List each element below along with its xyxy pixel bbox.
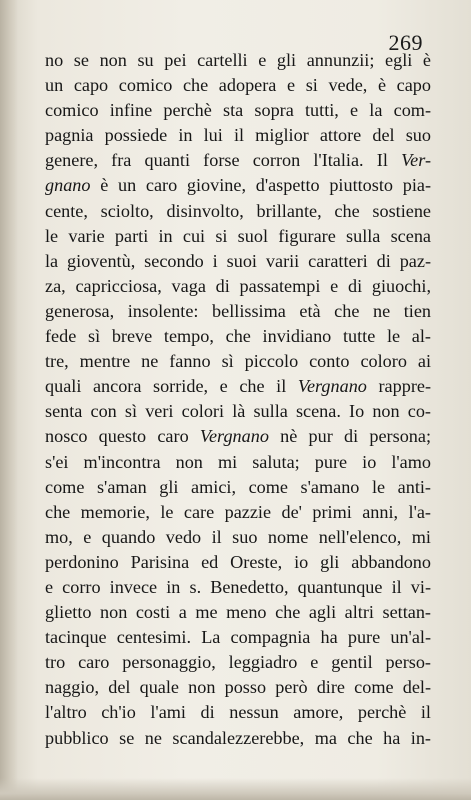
text-line-16: nosco questo caro Vergnano nè pur di persona; (45, 426, 431, 447)
text-line-14: quali ancora sorride, e che il Vergnano rappre- (45, 376, 431, 397)
text-line-24: tacinque centesimi. La compagnia ha pure un'al- (45, 627, 431, 648)
text-line-26: naggio, del quale non posso però dire come del- (45, 677, 431, 698)
page-bottom-shadow (0, 778, 471, 800)
text-line-11: generosa, insolente: bellissima età che ne tien (45, 300, 431, 321)
text-line-15: senta con sì veri colori là sulla scena. Io non co- (45, 401, 431, 422)
text-line-6: gnano è un caro giovine, d'aspetto piuttosto pia- (45, 175, 431, 196)
text-line-13: tre, mentre ne fanno sì piccolo conto coloro ai (45, 351, 431, 372)
text-line-7: cente, sciolto, disinvolto, brillante, che sostiene (45, 200, 431, 221)
text-line-12: fede sì breve tempo, che invidiano tutte le al- (45, 326, 431, 347)
text-line-5: genere, fra quanti forse corron l'Italia. Il Ver- (45, 150, 431, 171)
text-line-17: s'ei m'incontra non mi saluta; pure io l'amo (45, 451, 431, 472)
page-number: 269 (388, 30, 423, 55)
text-line-25: tro caro personaggio, leggiadro e gentil perso- (45, 652, 431, 673)
text-line-1: no se non su pei cartelli e gli annunzii; egli è (45, 50, 431, 70)
text-line-18: come s'aman gli amici, come s'amano le anti- (45, 476, 431, 497)
text-line-28: pubblico se ne scandalezzerebbe, ma che ha in- (45, 727, 431, 748)
page-body-text (45, 48, 431, 751)
text-line-10: za, capricciosa, vaga di passatempi e di giuochi, (45, 275, 431, 296)
text-line-22: e corro invece in s. Benedetto, quantunque il vi- (45, 576, 431, 597)
text-line-21: perdonino Parisina ed Oreste, io gli abbandono (45, 551, 431, 572)
page-gutter-shadow (0, 0, 18, 800)
text-line-20: mo, e quando vedo il suo nome nell'elenco, mi (45, 526, 431, 547)
text-line-9: la gioventù, secondo i suoi varii caratteri di paz- (45, 250, 431, 271)
text-line-27: l'altro ch'io l'ami di nessun amore, perchè il (45, 702, 431, 723)
text-line-23: glietto non costi a me meno che agli altri settan- (45, 602, 431, 623)
text-line-19: che memorie, le care pazzie de' primi anni, l'a- (45, 501, 431, 522)
text-line-8: le varie parti in cui si suol figurare sulla scena (45, 225, 431, 246)
text-line-4: pagnia possiede in lui il miglior attore del suo (45, 125, 431, 146)
text-line-3: comico infine perchè sta sopra tutti, e la com- (45, 100, 431, 121)
text-line-2: un capo comico che adopera e si vede, è capo (45, 75, 431, 96)
